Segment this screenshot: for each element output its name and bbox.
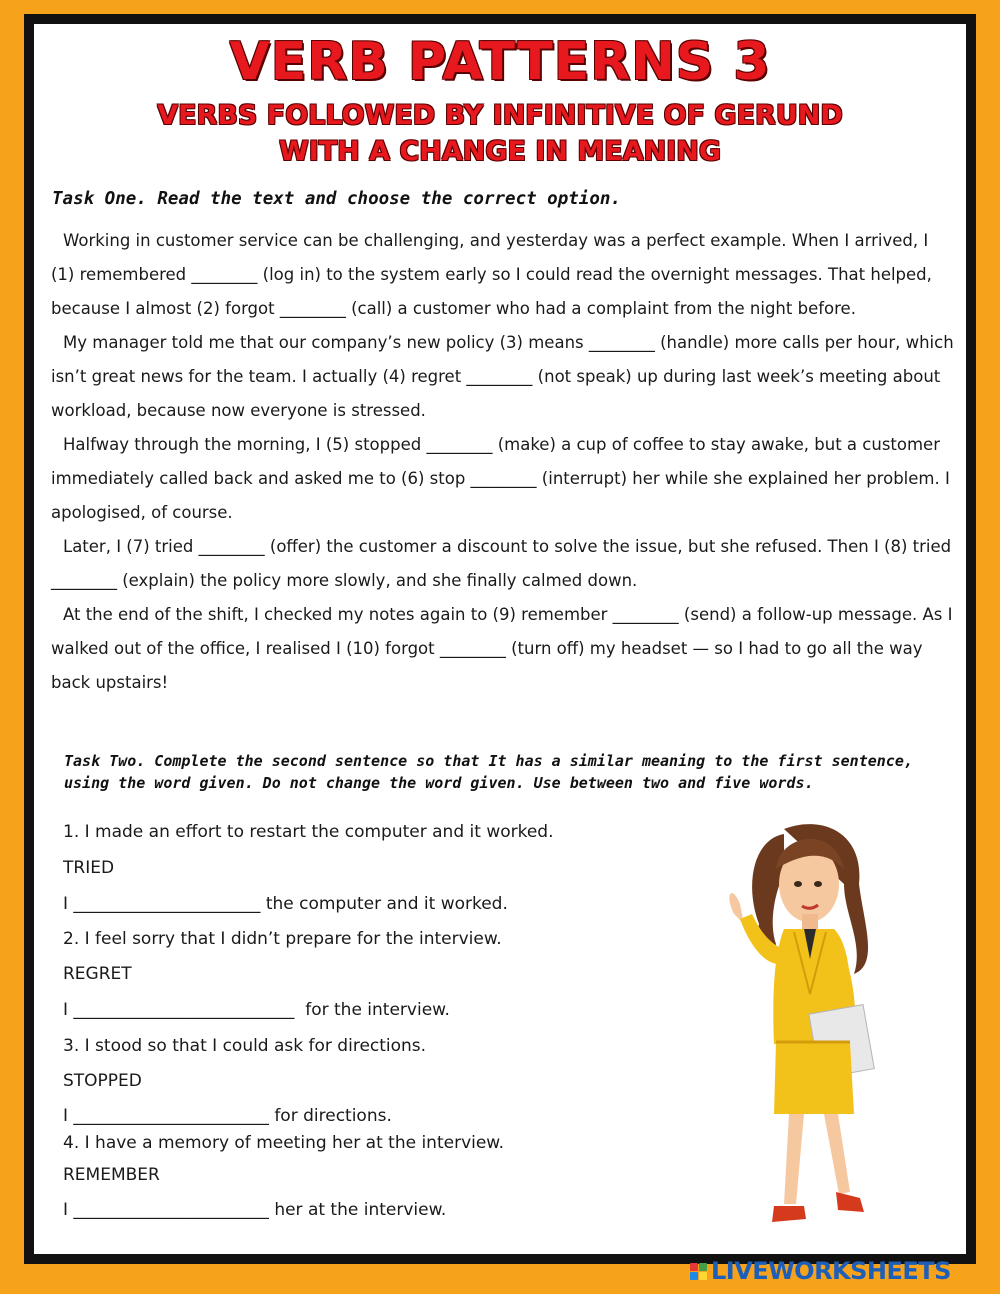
businesswoman-illustration [714, 814, 914, 1234]
logo-mark-square [690, 1263, 698, 1271]
task-one-paragraph: My manager told me that our company’s new policy (3) means ________ (handle) more calls per hour, which isn’t great news for the team. I actually (4) regret ________ (not speak) up during last week’s meeting about workload, because now everyone is stressed. [51, 333, 954, 420]
task-two-heading: Task Two. Complete the second sentence so that It has a similar meaning to the first sentence, using the word given. Do not change the word given. Use between two and five words. [64, 752, 913, 792]
worksheet [34, 24, 966, 1254]
logo-text: LIVEWORKSHEETS [711, 1257, 951, 1285]
task-one-paragraph: Working in customer service can be challenging, and yesterday was a perfect example. When I arrived, I (1) remembered ________ (log in) to the system early so I could read the overnight messages. That helped, because I almost (2) forgot ________ (call) a customer who had a complaint from the night before. [51, 231, 932, 318]
question-2-sentence: 2. I feel sorry that I didn’t prepare for the interview. [63, 929, 502, 949]
liveworksheets-logo [690, 1256, 951, 1286]
task-one-heading: Task One. Read the text and choose the correct option. [52, 189, 621, 209]
logo-mark-square [690, 1272, 698, 1280]
task-one-text [51, 224, 956, 700]
task-one-paragraph: Halfway through the morning, I (5) stopped ________ (make) a cup of coffee to stay awake, but a customer immediately called back and asked me to (6) stop ________ (interrupt) her while she explained her problem. I apologised, of course. [51, 435, 950, 522]
question-4-answer-line[interactable]: I _______________________ her at the interview. [63, 1200, 447, 1220]
logo-mark-icon [690, 1263, 707, 1280]
question-2-answer-line[interactable]: I __________________________ for the interview. [63, 1000, 450, 1020]
question-1-answer-line[interactable]: I ______________________ the computer and it worked. [63, 894, 508, 914]
question-4-sentence: 4. I have a memory of meeting her at the interview. [63, 1133, 505, 1153]
question-4-keyword: REMEMBER [63, 1165, 160, 1185]
question-3-sentence: 3. I stood so that I could ask for directions. [63, 1036, 427, 1056]
task-one-paragraph: At the end of the shift, I checked my notes again to (9) remember ________ (send) a follow-up message. As I walked out of the office, I realised I (10) forgot ________ (turn off) my headset — so I had to go all the way back upstairs! [51, 605, 953, 692]
question-3-answer-line[interactable]: I _______________________ for directions. [63, 1106, 392, 1126]
question-1-sentence: 1. I made an effort to restart the computer and it worked. [63, 822, 554, 842]
question-3-keyword: STOPPED [63, 1071, 142, 1091]
task-one-paragraph: Later, I (7) tried ________ (offer) the customer a discount to solve the issue, but she refused. Then I (8) tried ________ (explain) the policy more slowly, and she finally calmed down. [51, 537, 952, 590]
question-1-keyword: TRIED [63, 858, 115, 878]
logo-mark-square [699, 1272, 707, 1280]
logo-mark-square [699, 1263, 707, 1271]
subtitle-line-2: WITH A CHANGE IN MEANING [278, 136, 722, 167]
worksheet-title: VERB PATTERNS 3 [229, 32, 771, 92]
question-2-keyword: REGRET [63, 964, 132, 984]
subtitle-line-1: VERBS FOLLOWED BY INFINITIVE OF GERUND [157, 100, 843, 131]
